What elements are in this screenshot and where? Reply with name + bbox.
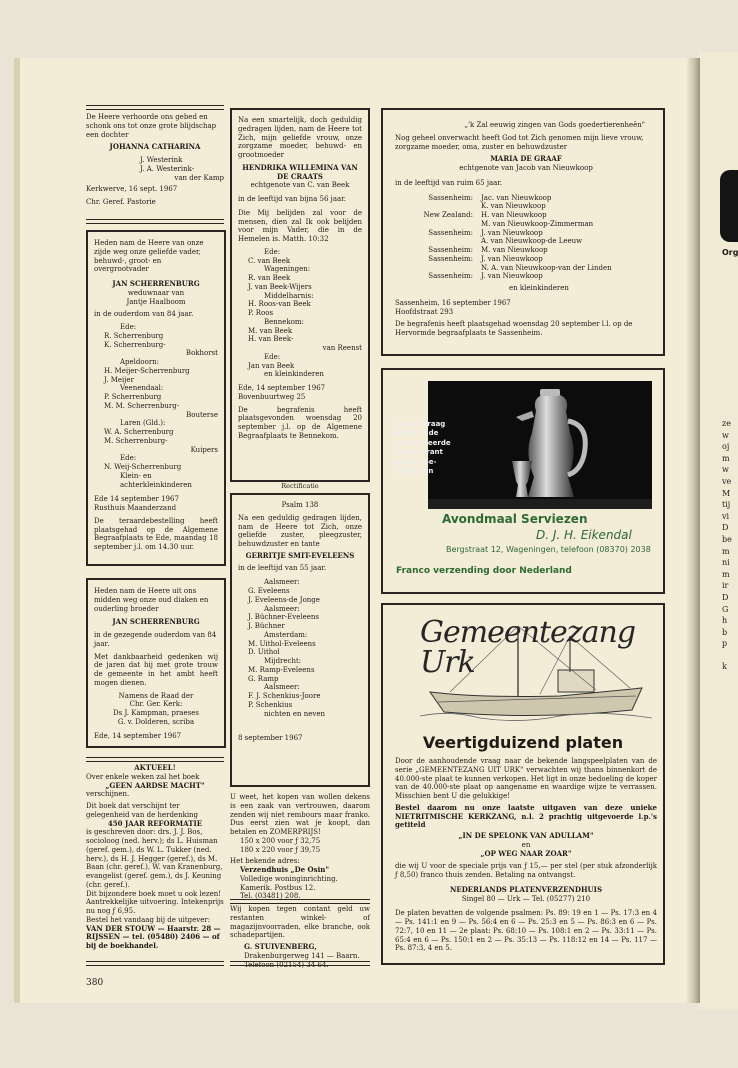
family-location: Aalsmeer: [264, 578, 300, 587]
family-member: K. van Nieuwkoop [481, 202, 546, 211]
facing-page-dark-graphic [720, 170, 738, 242]
family-location: Ede: [264, 247, 281, 256]
family-member: J. van Nieuwkoop [481, 272, 543, 281]
notice-text: Met dankbaarheid gedenken wij de jaren dat hij met grote trouw de gemeente in het ambt heeft mogen dienen. [94, 652, 218, 687]
family-location: Amsterdam: [264, 630, 308, 639]
ad-text: Wij kopen tegen contant geld uw restanten winkel- of magazijnvoorraden, elke branche, ook schadepartijen. [230, 905, 370, 940]
facing-page-fragment: w [722, 430, 729, 440]
family-location: Mijdrecht: [264, 657, 302, 665]
family-member: F. J. Schenkius-Joore [248, 692, 321, 700]
facing-page-fragment: vi [722, 511, 730, 521]
place-date: Ede, 14 september 1967 [94, 731, 182, 740]
ad-text: U weet, het kopen van wollen dekens is een zaak van vertrouwen, daarom zenden wij niet rembours maar franko. Dus eerst zien wat je koopt, dan betalen en ZOMERPRIJS! [230, 793, 370, 836]
price-line: 180 x 220 voor ƒ 39,75 [240, 845, 321, 854]
family-member: P. Schenkius [248, 700, 293, 709]
family-member: M. van Nieuwkoop-Zimmerman [481, 219, 594, 228]
ad-text: Dit boek dat verschijnt ter gelegenheid van de herdenking [86, 802, 199, 819]
family-row [395, 237, 657, 246]
family-row [395, 264, 657, 273]
obituary-van-de-craats [238, 116, 362, 441]
age-line: in de gezegende ouderdom van 84 jaar. [94, 631, 217, 648]
deceased-name: GERRITJE SMIT-EVELEENS [245, 550, 355, 560]
family-location: Aalsmeer: [264, 683, 300, 692]
facing-page-fragment: m [722, 569, 730, 579]
shop-name: Verzendhuis „De Osin" [240, 865, 329, 874]
place-date: Ede 14 september 1967 [94, 495, 179, 504]
age-line: in de leeftijd van bijna 56 jaar. [238, 195, 346, 203]
birth-announcement [86, 113, 224, 207]
album-title: „OP WEG NAAR ZOAR" [480, 848, 572, 858]
age-line: in de leeftijd van 55 jaar. [238, 563, 327, 572]
signature-line: Chr. Ger. Kerk: [129, 700, 183, 709]
age-line: in de leeftijd van ruim 65 jaar. [395, 178, 503, 187]
family-member: M. Uithol-Eveleens [248, 639, 316, 648]
deceased-name: JAN SCHERRENBURG [112, 617, 200, 627]
family-member: H. Meijer-Scherrenburg [104, 366, 190, 375]
signature-line: Ds J. Kampman, praeses [113, 709, 199, 717]
ad-text: Bestel daarom nu onze laatste uitgaven van deze unieke NIETRITMISCHE KERKZANG, n.l. 2 prachtig uitgevoerde l.p.'s getiteld [395, 802, 657, 830]
family-location: Klein- en [120, 471, 152, 480]
place-date: Kerkwerve, 16 sept. 1967 [86, 185, 178, 194]
facing-page-fragment: oj [722, 442, 730, 452]
facing-page-fragment: ze [722, 419, 731, 428]
family-member: R. van Beek [248, 274, 291, 282]
deceased-name: JAN SCHERRENBURG [112, 279, 200, 288]
obituary-intro: Nog geheel onverwacht heeft God tot Zich genomen mijn lieve vrouw, zorgzame moeder, oma, zuster en behuwdzuster [395, 133, 644, 151]
facing-page-fragment: m [722, 453, 730, 463]
funeral-text: De begrafenis heeft plaatsgehad woensdag 20 september l.l. op de Hervormde begraafplaats te Sassenheim. [395, 320, 633, 337]
facing-page-fragment: p [722, 639, 728, 649]
offer-line: Op aanvraag [395, 420, 446, 428]
ad-text: verschijnen. [86, 790, 130, 799]
family-location: New Zealand: [423, 211, 473, 219]
facing-page-text-fragments [722, 418, 732, 673]
ad-text: Het bekende adres: [230, 857, 300, 866]
phone: Telefoon (02154) 34 64. [244, 960, 329, 969]
price-text: die wij U voor de speciale prijs van ƒ 15,— per stel (per stuk afzonderlijk ƒ 8,50) franco thuis zenden. Betaling na ontvangst. [395, 862, 657, 879]
funeral-text: De teraardebestelling heeft plaatsgehad op de Algemene Begraafplaats te Ede, maandag 18 september j.l. om 14.30 uur. [94, 516, 218, 551]
family-member: D. Uithol [248, 648, 280, 657]
offer-line: geïllustreerde [395, 438, 451, 447]
family-location: Middelharnis: [264, 291, 314, 300]
ad-text: Kamerik. Postbus 12. [240, 883, 316, 892]
family-member: J. van Beek-Wijers [248, 282, 312, 291]
rule [86, 105, 224, 110]
offer-line: gezonden [395, 467, 434, 476]
family-row [395, 202, 657, 211]
family-list [238, 578, 362, 718]
facing-page-fragment: tij [722, 500, 731, 510]
rule [230, 899, 370, 904]
place-date: 8 september 1967 [238, 734, 303, 743]
book-advertisement [86, 764, 224, 951]
family-location: en kleinkinderen [264, 370, 324, 379]
ad-text: Volledige woninginrichting. [240, 874, 338, 883]
publisher-address: VAN DER STOUW — Haarstr. 28 — RIJSSEN — tel. (05480) 2406 — of bij de boekhandel. [86, 923, 221, 950]
ad-title: Avondmaal Serviezen [442, 512, 588, 526]
family-member: M. Scherrenburg- [104, 436, 168, 445]
ad-text: Aantrekkelijke uitvoering. Intekenprijs nu nog ƒ 6,95. [86, 898, 224, 915]
family-member: H. van Beek- [248, 335, 294, 344]
family-member: Bokhorst [185, 349, 218, 358]
page-number: 380 [86, 978, 104, 988]
family-list [238, 248, 362, 379]
family-row [395, 255, 657, 264]
funeral-text: De begrafenis heeft plaatsgevonden woensdag 20 september j.l. op de Algemene Begraafplaats te Bennekom. [238, 405, 362, 440]
rule [86, 219, 224, 224]
parent-name: J. Westerink [140, 156, 183, 164]
family-member: M. Ramp-Eveleens [248, 665, 315, 674]
bible-verse: Die Mij belijden zal voor de mensen, dien zal Ik ook belijden voor mijn Vader, die in de Hemelen is. Matth. 10:32 [238, 208, 362, 243]
family-location: Apeldoorn: [120, 358, 160, 366]
urk-ad-body [395, 757, 657, 953]
family-location: Sassenheim: [428, 228, 473, 237]
address: Bovenbuurtweg 25 [238, 392, 306, 401]
facing-page-fragment: G [722, 604, 729, 614]
family-member: A. van Nieuwkoop-de Leeuw [481, 237, 583, 246]
family-location [395, 264, 481, 273]
family-location: Laren (Gld.): [120, 419, 166, 428]
address: Hoofdstraat 293 [395, 307, 454, 316]
church-notice [94, 587, 218, 740]
buyer-name: G. STUIVENBERG, [244, 942, 317, 951]
facing-page-fragment: M [722, 488, 731, 498]
book-title: „GEEN AARDSE MACHT" [105, 780, 205, 790]
family-member: J. Eveleens-de Jonge [248, 595, 320, 604]
address: Rusthuis Maanderzand [94, 504, 177, 512]
family-member: W. A. Scherrenburg [104, 428, 174, 436]
facing-page-fragment: m [722, 546, 730, 556]
obituary-maria-de-graaf [395, 121, 657, 338]
signature-line: G. v. Dolderen, scriba [117, 717, 195, 726]
family-member: J. van Nieuwkoop [481, 228, 543, 237]
company-address: Bergstraat 12, Wageningen, telefoon (08370) 2038 [446, 545, 651, 554]
family-location [395, 220, 481, 229]
ad-text: is geschreven door: drs. J. J. Bos, socioloog (ned. herv.); ds L. Huisman (geref. gem.), ds W. L. Tukker (ned. herv.), ds H. J. Hegger (geref.), ds M. Baan (chr. geref.), W. van Kranenburg, evangelist (geref. gem.), ds J. Keuning (chr. geref.). [86, 828, 223, 889]
notice-intro: Heden nam de Heere uit ons midden weg onze oud diaken en ouderling broeder [94, 587, 209, 613]
obituary-intro: Na een smartelijk, doch geduldig gedragen lijden, nam de Heere tot Zich, mijn geliefde vrouw, onze zorgzame moeder, behuwd- en grootmoeder [238, 116, 362, 159]
album-title: „IN DE SPELONK VAN ADULLAM" [458, 831, 594, 840]
family-location: Aalsmeer: [264, 604, 300, 613]
offer-line: gratis toe- [395, 457, 437, 466]
facing-page-fragment: D [722, 592, 729, 602]
rule [86, 961, 224, 966]
family-member: Jan van Beek [248, 361, 295, 370]
obituary-intro: Na een geduldig gedragen lijden, nam de Heere tot Zich, onze geliefde zuster, pleegzuster, behuwdzuster en tante [238, 513, 362, 548]
facing-page-fragment: b [722, 627, 728, 637]
family-member: C. van Beek [248, 256, 291, 265]
family-location: Veenendaal: [120, 384, 164, 393]
ad-text: Dit bijzondere boek moet u ook lezen! [86, 889, 222, 898]
family-location: Sassenheim: [428, 272, 473, 281]
conjunction: en [521, 840, 531, 849]
offer-line: wordt U de [395, 429, 439, 438]
ad-text: Tel. (03481) 208. [240, 892, 301, 901]
facing-page-fragment: w [722, 465, 729, 475]
family-member: H. van Nieuwkoop [481, 211, 547, 219]
facing-page-fragment: ve [722, 476, 732, 486]
family-location [395, 202, 481, 211]
family-member: K. Scherrenburg- [104, 340, 166, 349]
family-member: G. Ramp [248, 674, 279, 683]
family-member: J. Meijer [104, 375, 134, 384]
company-address: Singel 80 — Urk — Tel. (05277) 210 [461, 894, 591, 903]
signature-line: Namens de Raad der [118, 691, 194, 700]
family-row [395, 211, 657, 220]
gemeentezang-urk-logo: Gemeentezang Urk [420, 615, 636, 680]
quote: „'k Zal eeuwig zingen van Gods goedertierenheên" [464, 121, 645, 129]
family-list [94, 323, 218, 489]
psalm-list: De platen bevatten de volgende psalmen: Ps. 89: 19 en 1 — Ps. 17:3 en 4 — Ps. 141:1 en 9 — Ps. 56:4 en 6 — Ps. 25:3 en 5 — Ps. 86:3 en 6 — Ps. 72:7, 10 en 11 — 2e plaat: Ps. 68:10 — Ps. 108:1 en 2 — Ps. 33:11 — Ps. 65:4 en 6 — Ps. 150:1 en 2 — Ps. 35:13 — Ps. 118:12 en 14 — Ps. 117 — Ps. 87:3, 4 en 5. [395, 909, 657, 953]
deceased-name: HENDRIKA WILLEMINA VAN DE CRAATS [242, 162, 358, 181]
parent-name: van der Kamp [174, 173, 224, 182]
family-member: Jac. van Nieuwkoop [481, 193, 552, 202]
family-location [395, 237, 481, 246]
spouse-line: echtgenote van C. van Beek [250, 181, 350, 190]
page-gutter [686, 58, 700, 1003]
ad-title: AKTUEEL! [134, 763, 176, 772]
ad-text: Door de aanhoudende vraag naar de bekende langspeelplaten van de serie „GEMEENTEZANG UIT URK" verwachten wij thans binnenkort de 40.000-ste plaat te kunnen verkopen. Het ligt in onze bedoeling de koper van de 40.000-ste plaat op aangename en waardige wijze te verrassen. Misschien bent U die gelukkige! [395, 757, 657, 800]
family-member: R. Scherrenburg [104, 331, 164, 340]
deceased-name: MARIA DE GRAAF [490, 154, 562, 164]
blanket-advertisement [230, 793, 370, 901]
family-row [395, 220, 657, 229]
family-member: G. Eveleens [248, 587, 290, 595]
book-subject: 450 JAAR REFORMATIE [107, 818, 203, 828]
facing-page-fragment: k [722, 662, 727, 672]
facing-page-fragment: ir [722, 581, 729, 591]
family-member: H. Roos-van Beek [248, 300, 311, 309]
rectification-label: Rectificatie [281, 482, 319, 490]
family-location: Sassenheim: [428, 246, 473, 254]
facing-page-fragment: h [722, 616, 728, 626]
child-name: JOHANNA CATHARINA [109, 142, 201, 152]
family-member: P. Scherrenburg [104, 393, 162, 401]
shipping-note: Franco verzending door Nederland [396, 566, 572, 576]
family-location: Bennekom: [264, 317, 304, 326]
family-member: Kuipers [190, 445, 218, 454]
family-member: M. M. Scherrenburg- [104, 401, 180, 410]
widower-of: weduwnaar van [127, 288, 185, 297]
family-member: J. Büchner [248, 622, 285, 630]
family-location: Sassenheim: [428, 254, 473, 263]
facing-page-fragment: be [722, 534, 732, 544]
family-member: van Reenst [322, 344, 362, 352]
grandchildren-line: en kleinkinderen [509, 284, 569, 292]
place-date: Ede, 14 september 1967 [238, 384, 326, 392]
family-member: M. van Nieuwkoop [481, 246, 548, 254]
family-location: achterkleinkinderen [120, 480, 192, 489]
family-location: Ede: [120, 323, 137, 331]
announcement-text: De Heere verhoorde ons gebed en schonk ons tot onze grote blijdschap een dochter [86, 113, 217, 139]
catalog-offer [395, 420, 467, 477]
place-date: Sassenheim, 16 september 1967 [395, 298, 511, 307]
ad-headline: Veertigduizend platen [422, 733, 624, 752]
family-row [395, 194, 657, 203]
rule [230, 961, 370, 966]
page-left-edge [14, 58, 20, 1003]
age-line: in de ouderdom van 84 jaar. [94, 310, 194, 319]
facing-page-fragment [722, 650, 732, 662]
family-member: J. Büchner-Eveleens [248, 613, 319, 622]
ad-text: Bestel het vandaag bij de uitgever: [86, 915, 211, 924]
facing-page-fragment-org: Org [722, 248, 738, 257]
family-member: N. A. van Nieuwkoop-van der Linden [481, 263, 612, 272]
facing-page-fragment: ni [722, 558, 730, 568]
family-list [395, 194, 657, 282]
psalm-reference: Psalm 138 [281, 501, 319, 509]
family-row [395, 272, 657, 281]
family-member: P. Roos [248, 309, 274, 317]
spouse-line: echtgenote van Jacob van Nieuwkoop [459, 164, 593, 172]
obituary-intro: Heden nam de Heere van onze zijde weg onze geliefde vader, behuwd-, groot- en overgrootvader [94, 239, 204, 274]
company-name: D. J. H. Eikendal [536, 528, 632, 542]
family-member: N. Weij-Scherrenburg [104, 463, 182, 471]
price-line: 150 x 200 voor ƒ 32,75 [240, 836, 321, 845]
ad-text: Over enkele weken zal het boek [86, 772, 200, 781]
family-member: Bouterse [186, 410, 218, 419]
family-member: J. van Nieuwkoop [481, 254, 543, 263]
offer-line: prijscourant [395, 448, 443, 457]
family-location: Ede: [264, 352, 281, 361]
family-member: M. van Beek [248, 326, 293, 335]
address: Drakenburgerweg 141 — Baarn. [244, 951, 360, 960]
parent-name: J. A. Westerink- [140, 164, 195, 173]
obituary-smit-eveleens [238, 501, 362, 743]
company-name: NEDERLANDS PLATENVERZENDHUIS [450, 884, 602, 894]
family-row [395, 229, 657, 238]
spouse-name: Jantje Haalboom [126, 297, 186, 306]
family-location: Sassenheim: [428, 193, 473, 202]
stock-buyer-advertisement [230, 905, 370, 969]
rule [86, 757, 224, 762]
obituary-jan-scherrenburg [94, 239, 218, 552]
family-row [395, 246, 657, 255]
facing-page-fragment: D [722, 523, 729, 533]
family-location: nichten en neven [264, 709, 325, 718]
address: Chr. Geref. Pastorie [86, 198, 156, 206]
family-location: Wageningen: [264, 265, 311, 274]
family-location: Ede: [120, 454, 137, 463]
